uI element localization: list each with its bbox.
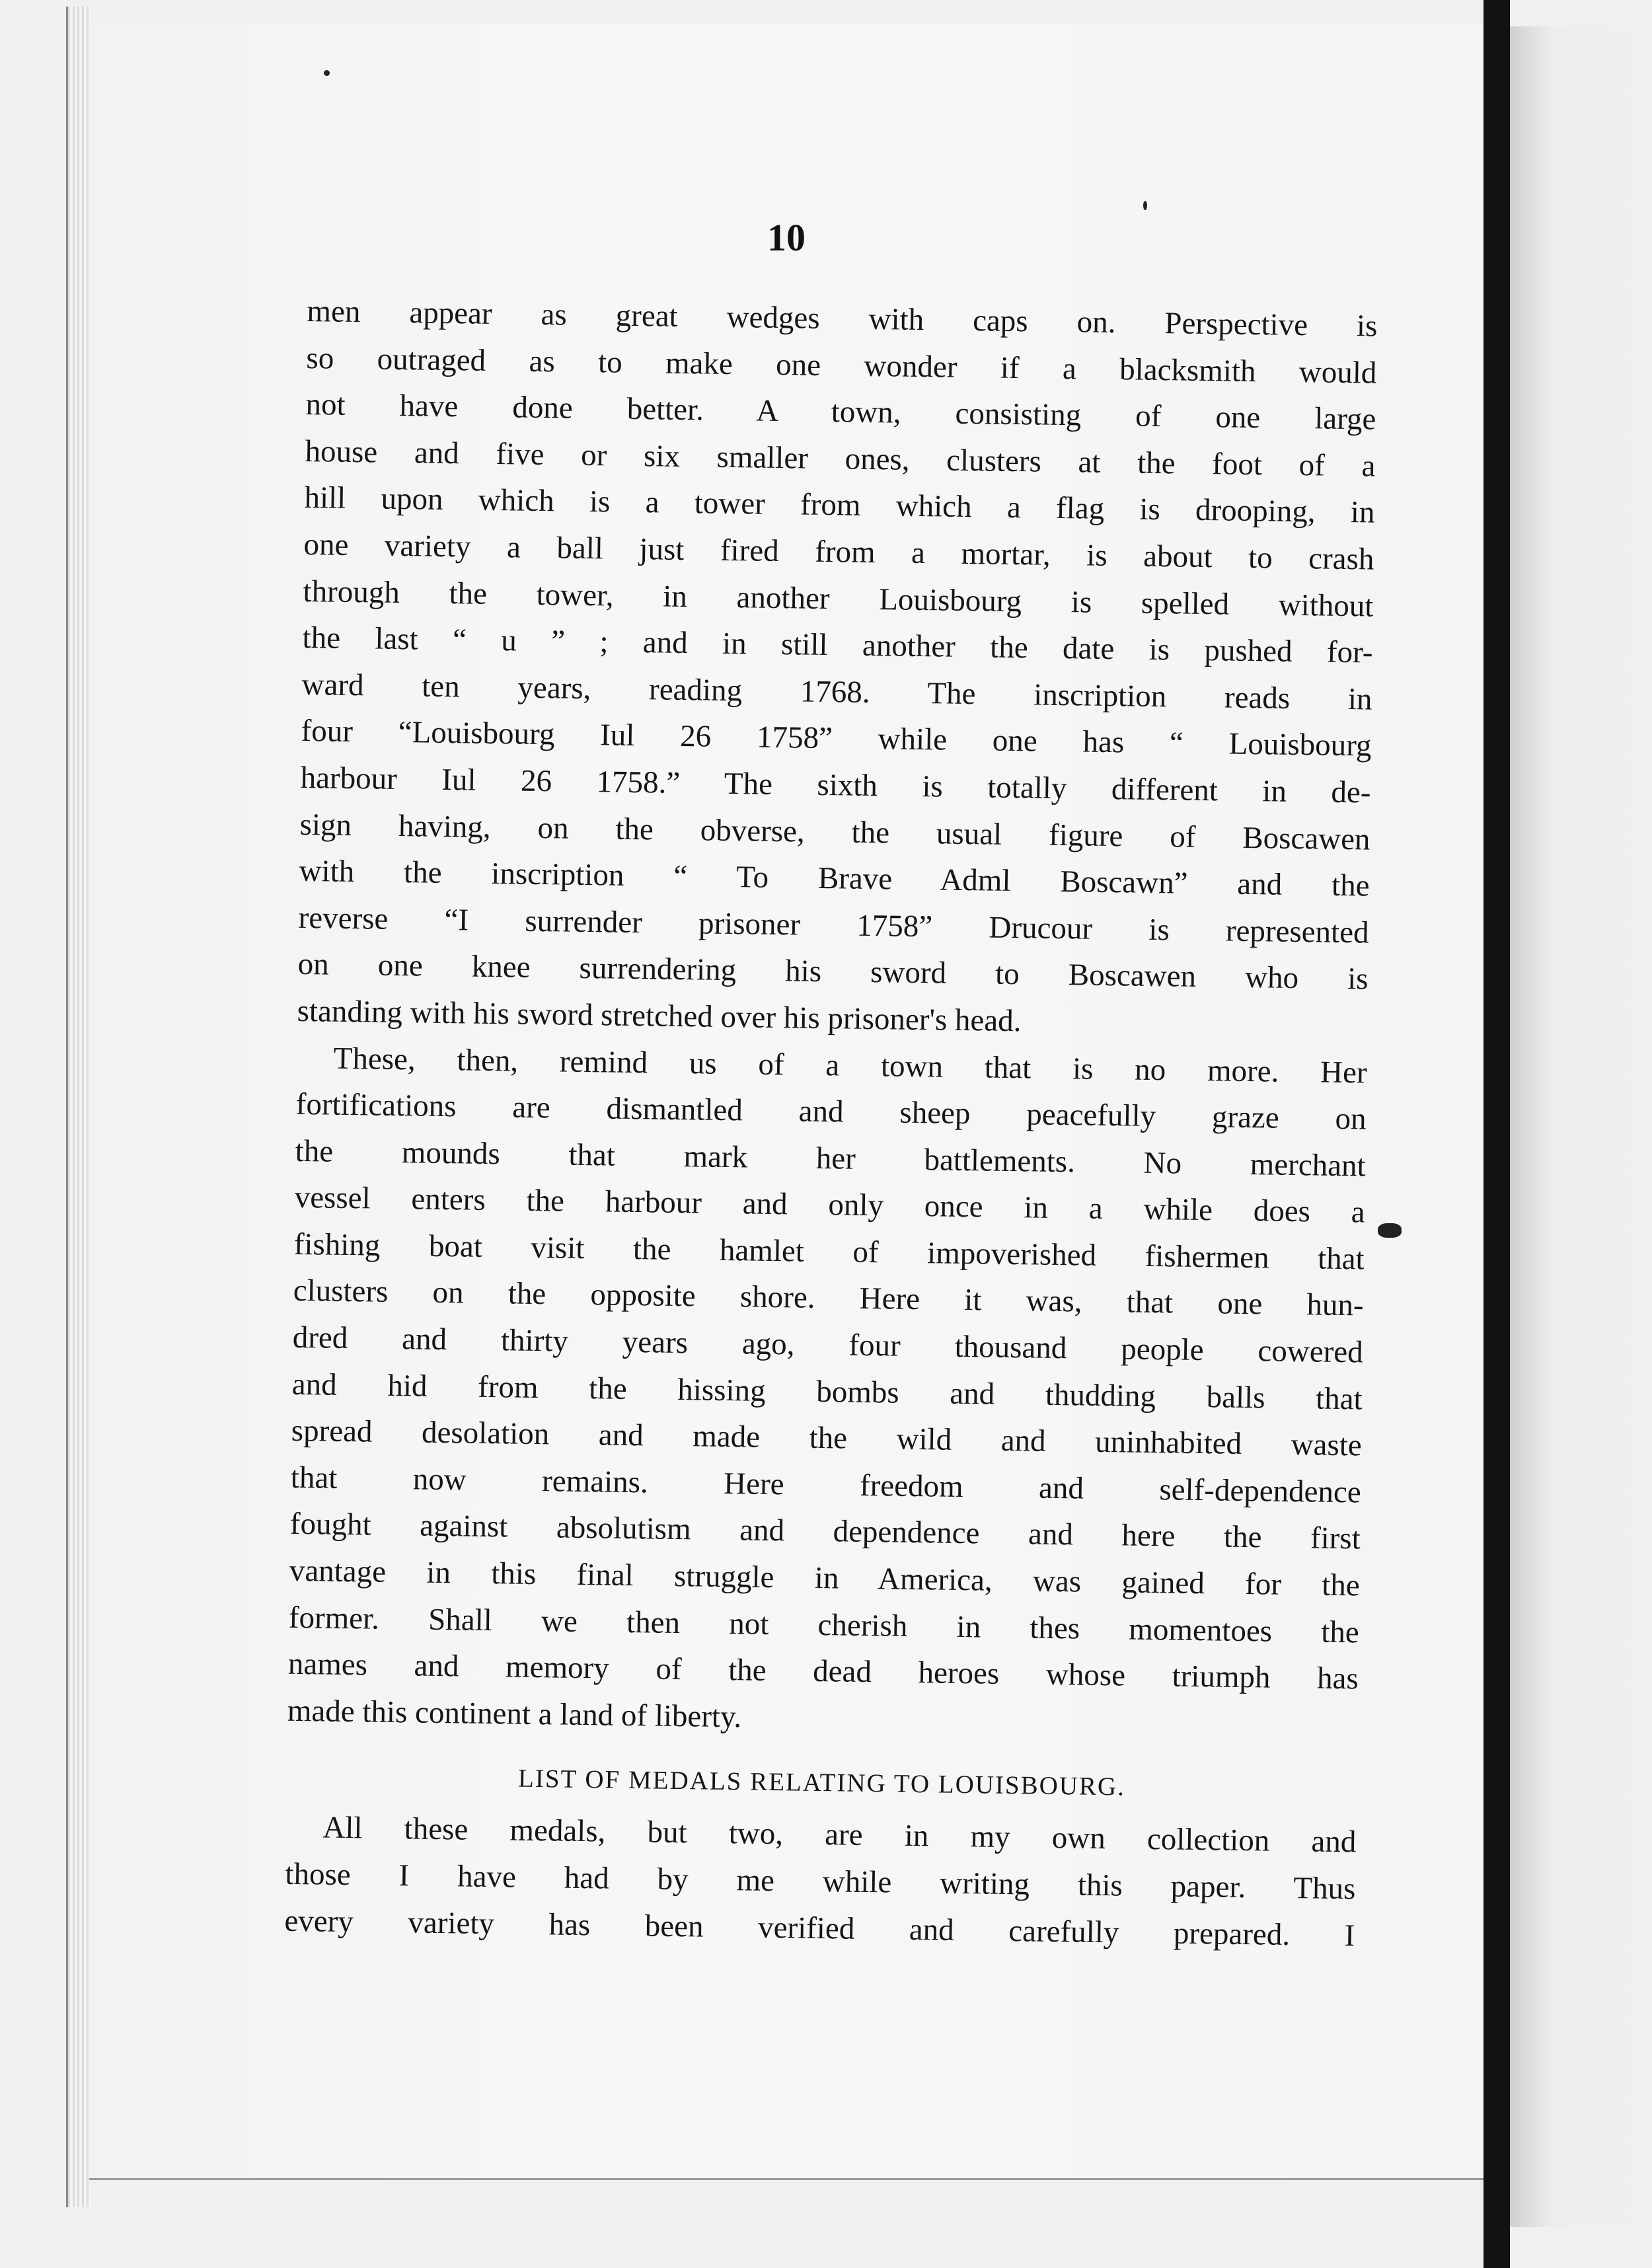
text-line: fought against absolutism and dependence and here the first <box>289 1507 1361 1556</box>
paragraph-1 <box>297 288 1378 1049</box>
text-line: every variety has been verified and carefully prepared. I <box>284 1903 1355 1953</box>
section-heading: LIST OF MEDALS RELATING TO LOUISBOURG. <box>517 1764 1126 1801</box>
text-line: men appear as great wedges with caps on. Perspective is <box>307 293 1378 344</box>
text-line: and hid from the hissing bombs and thudding balls that <box>291 1367 1363 1417</box>
paragraph-2 <box>287 1034 1367 1749</box>
text-line: clusters on the opposite shore. Here it was, that one hun- <box>293 1273 1365 1323</box>
text-line: made this continent a land of liberty. <box>287 1693 742 1735</box>
text-line: vessel enters the harbour and only once in a while does a <box>294 1180 1365 1230</box>
scan-speck <box>1143 201 1147 210</box>
text-line: names and memory of the dead heroes whose triumph has <box>287 1647 1359 1696</box>
text-line: on one knee surrendering his sword to Boscawen who is <box>297 947 1369 997</box>
paragraph-3 <box>284 1804 1357 1959</box>
text-line: sign having, on the obverse, the usual figure of Boscawen <box>299 807 1370 857</box>
page-stack-edge <box>66 7 91 2207</box>
text-line: All these medals, but two, are in my own collection and <box>322 1810 1357 1860</box>
text-line: fortifications are dismantled and sheep peacefully graze on <box>295 1086 1367 1137</box>
text-line: hill upon which is a tower from which a flag is drooping, in <box>304 480 1375 530</box>
page-number: 10 <box>767 216 806 259</box>
text-line: ward ten years, reading 1768. The inscription reads in <box>301 667 1372 717</box>
text-line: those I have had by me while writing this paper. Thus <box>285 1856 1356 1907</box>
text-line: former. Shall we then not cherish in thes momentoes the <box>288 1600 1360 1650</box>
scan-speck <box>324 70 330 76</box>
text-line: These, then, remind us of a town that is no more. Her <box>333 1041 1367 1090</box>
text-line: through the tower, in another Louisbourg is spelled without <box>303 574 1374 624</box>
text-line: the last “ u ” ; and in still another the date is pushed for- <box>302 621 1373 670</box>
scan-blot <box>1378 1223 1402 1238</box>
facing-page-edge <box>1510 26 1652 2227</box>
text-line: dred and thirty years ago, four thousand people cowered <box>292 1320 1364 1370</box>
text-line: with the inscription “ To Brave Adml Boscawn” and the <box>299 854 1370 903</box>
text-line: that now remains. Here freedom and self-dependence <box>290 1460 1362 1510</box>
text-line: spread desolation and made the wild and uninhabited waste <box>291 1414 1363 1463</box>
text-line: standing with his sword stretched over his prisoner's head. <box>297 993 1022 1039</box>
body-text <box>284 288 1378 1959</box>
text-line: not have done better. A town, consisting of one large <box>305 387 1376 437</box>
text-line: house and five or six smaller ones, clusters at the foot of a <box>305 434 1376 484</box>
text-line: harbour Iul 26 1758.” The sixth is totally different in de- <box>300 760 1371 810</box>
text-line: the mounds that mark her battlements. No merchant <box>295 1133 1366 1184</box>
text-line: one variety a ball just fired from a mortar, is about to crash <box>303 527 1374 577</box>
book-gutter <box>1483 0 1510 2268</box>
text-line: four “Louisbourg Iul 26 1758” while one has “ Louisbourg <box>301 714 1372 763</box>
text-line: so outraged as to make one wonder if a blacksmith would <box>306 340 1377 391</box>
text-line: vantage in this final struggle in America, was gained for the <box>289 1553 1361 1603</box>
text-line: fishing boat visit the hamlet of impoverished fishermen that <box>293 1227 1365 1277</box>
text-line: reverse “I surrender prisoner 1758” Drucour is represented <box>298 900 1369 950</box>
book-page <box>89 24 1483 2180</box>
